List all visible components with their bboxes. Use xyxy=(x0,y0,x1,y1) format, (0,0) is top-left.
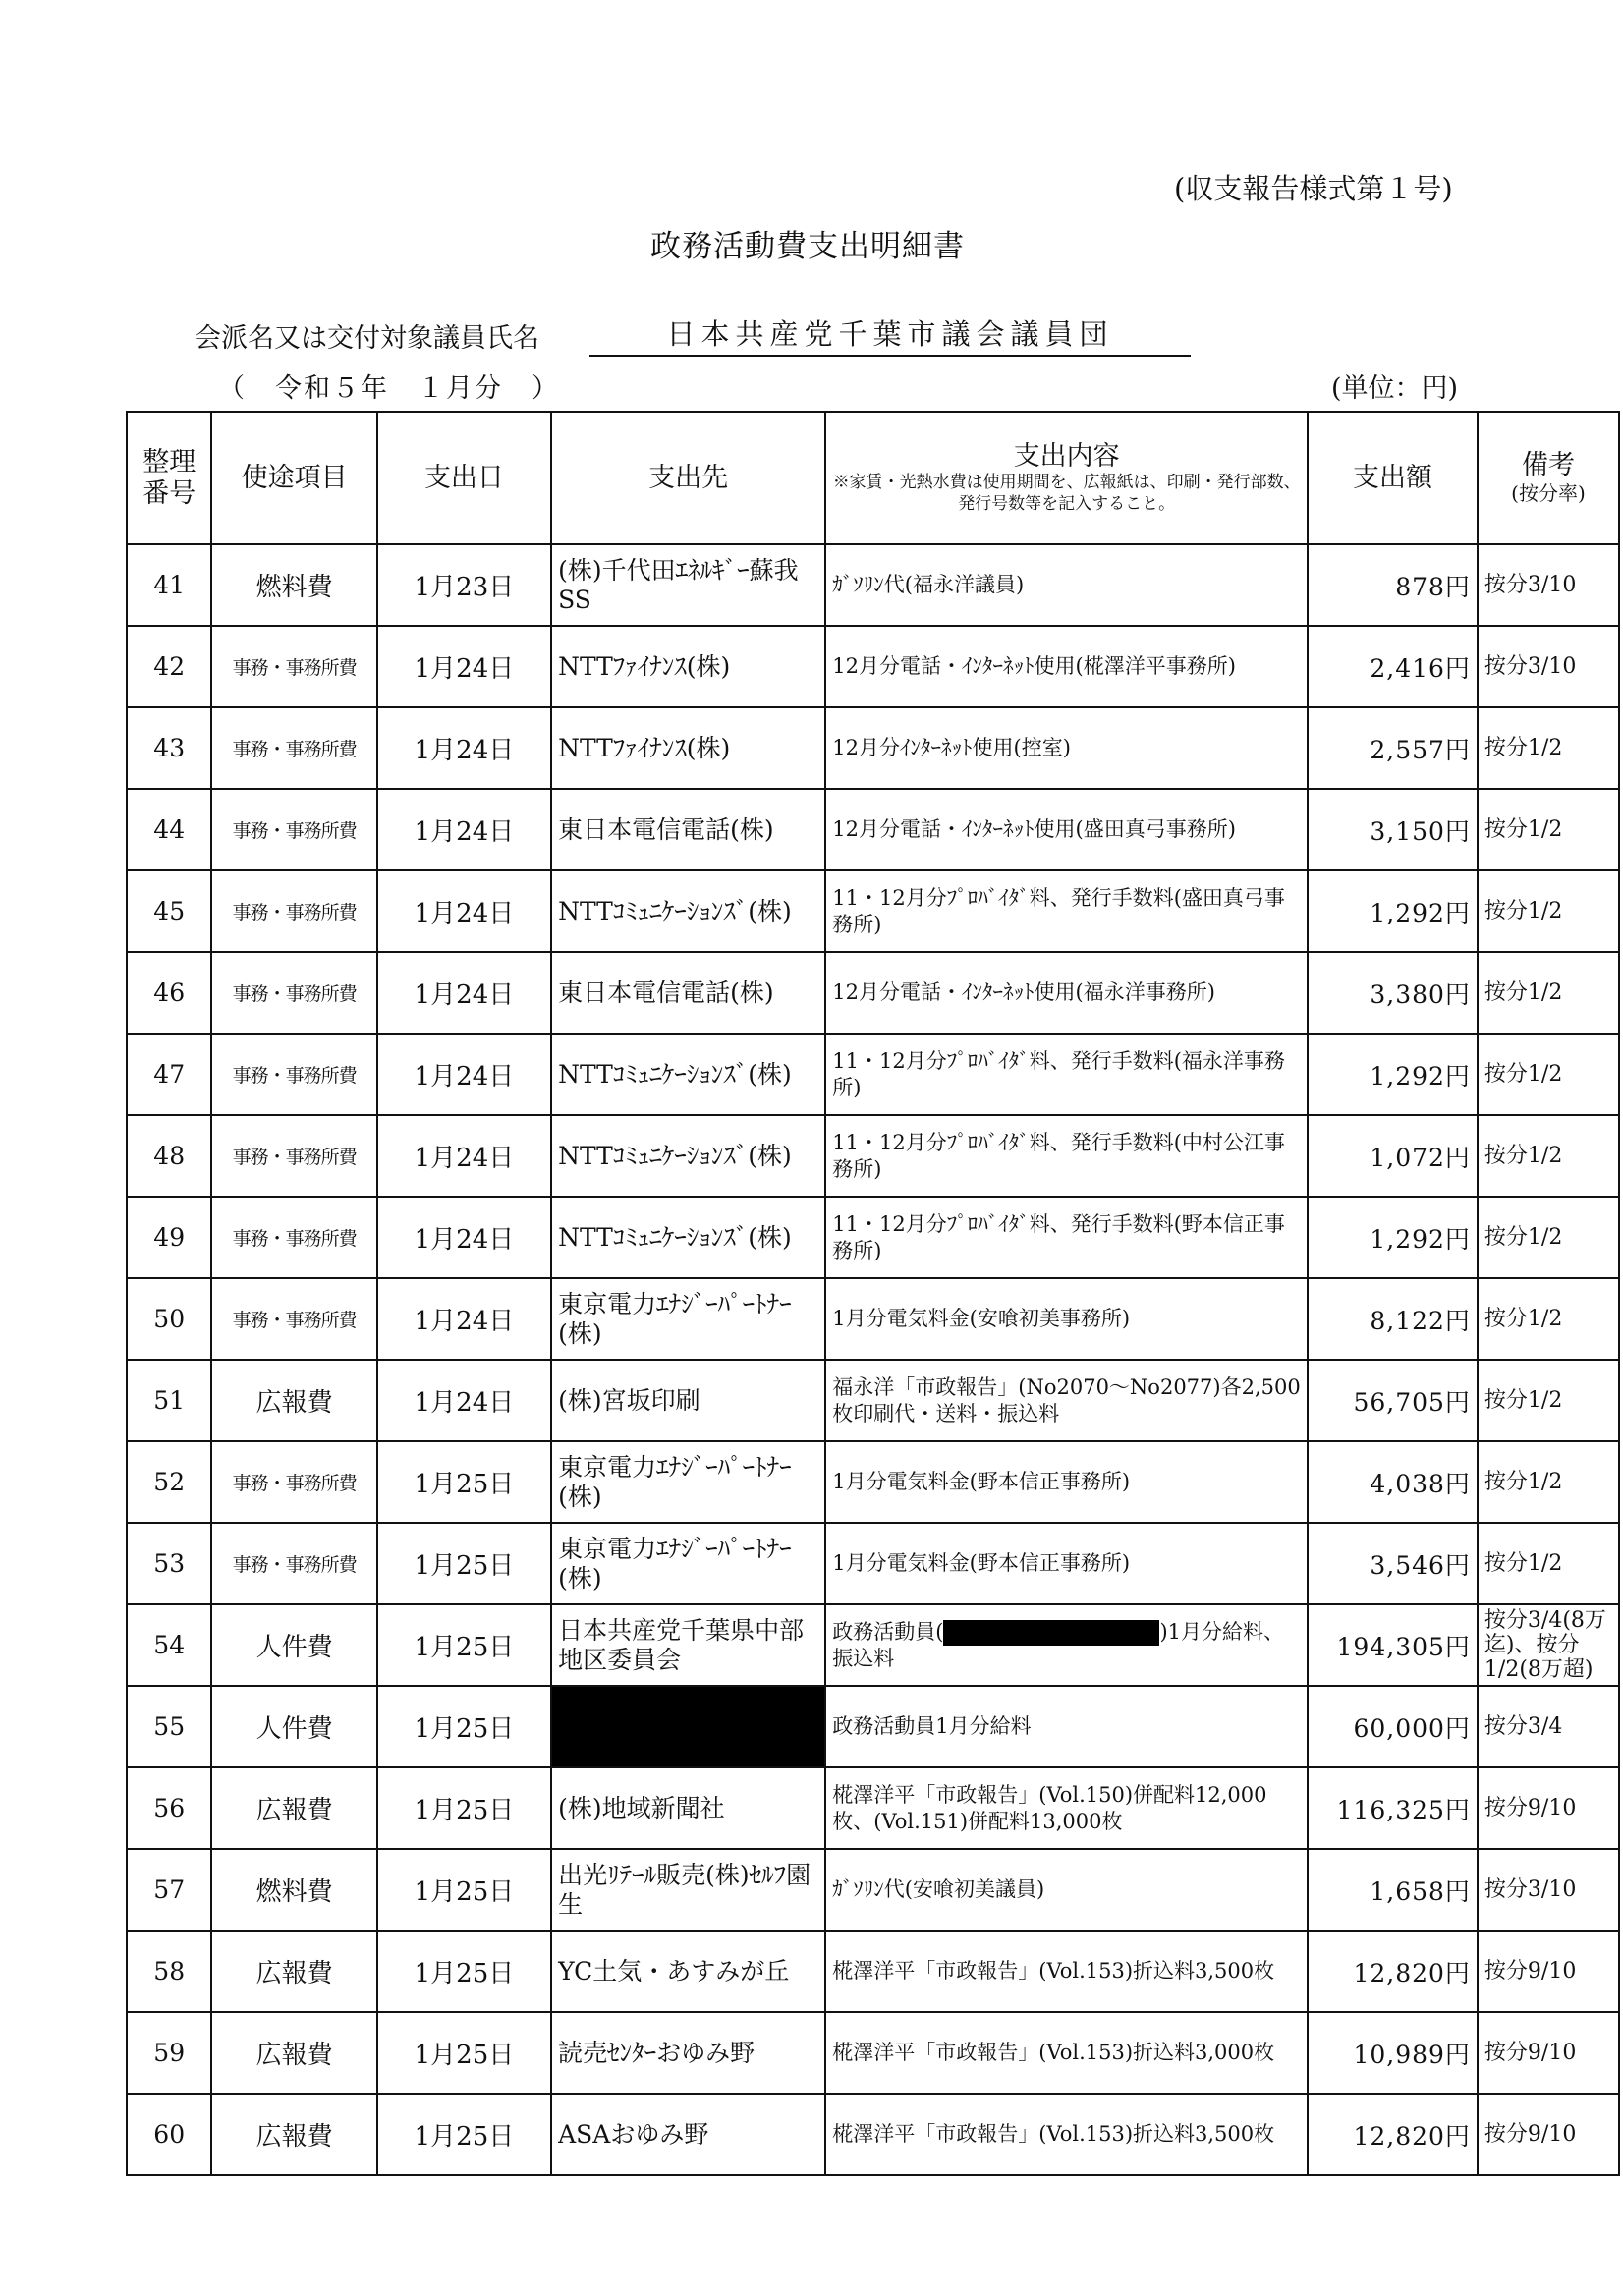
table-row xyxy=(127,1441,1619,1523)
cell-payee: NTTｺﾐｭﾆｹｰｼｮﾝｽﾞ(株) xyxy=(551,1197,825,1278)
col-header-date: 支出日 xyxy=(377,412,551,544)
cell-content: 12月分電話・ｲﾝﾀｰﾈｯﾄ使用(盛田真弓事務所) xyxy=(825,789,1308,870)
cell-no: 54 xyxy=(127,1604,211,1686)
cell-date: 1月24日 xyxy=(377,1360,551,1441)
cell-amount: 878円 xyxy=(1308,544,1478,626)
cell-payee-redacted xyxy=(551,1686,825,1767)
table-row xyxy=(127,1115,1619,1197)
cell-purpose: 事務・事務所費 xyxy=(211,789,376,870)
cell-content-post: )1月分給料、振込料 xyxy=(832,1619,1285,1671)
cell-no: 43 xyxy=(127,707,211,789)
cell-amount: 10,989円 xyxy=(1308,2012,1478,2094)
table-row xyxy=(127,707,1619,789)
cell-amount: 60,000円 xyxy=(1308,1686,1478,1767)
cell-payee: NTTｺﾐｭﾆｹｰｼｮﾝｽﾞ(株) xyxy=(551,870,825,952)
cell-date: 1月24日 xyxy=(377,1034,551,1115)
cell-date: 1月24日 xyxy=(377,1278,551,1360)
cell-purpose: 事務・事務所費 xyxy=(211,1034,376,1115)
cell-content: ｶﾞｿﾘﾝ代(安喰初美議員) xyxy=(825,1849,1308,1931)
cell-amount: 12,820円 xyxy=(1308,2094,1478,2175)
cell-amount: 2,416円 xyxy=(1308,626,1478,707)
cell-no: 51 xyxy=(127,1360,211,1441)
cell-note: 按分1/2 xyxy=(1478,870,1619,952)
cell-no: 49 xyxy=(127,1197,211,1278)
cell-no: 53 xyxy=(127,1523,211,1604)
cell-date: 1月25日 xyxy=(377,1931,551,2012)
cell-note: 按分3/10 xyxy=(1478,1849,1619,1931)
cell-payee: 東京電力ｴﾅｼﾞｰﾊﾟｰﾄﾅｰ(株) xyxy=(551,1278,825,1360)
cell-purpose: 広報費 xyxy=(211,1360,376,1441)
cell-note: 按分3/10 xyxy=(1478,626,1619,707)
cell-no: 42 xyxy=(127,626,211,707)
cell-content: 政務活動員1月分給料 xyxy=(825,1686,1308,1767)
form-number: (収支報告様式第１号) xyxy=(1174,172,1453,205)
cell-date: 1月25日 xyxy=(377,1849,551,1931)
cell-note: 按分9/10 xyxy=(1478,1767,1619,1849)
cell-note: 按分1/2 xyxy=(1478,1441,1619,1523)
cell-amount: 1,292円 xyxy=(1308,1197,1478,1278)
cell-date: 1月25日 xyxy=(377,2012,551,2094)
table-row xyxy=(127,1604,1619,1686)
cell-date: 1月24日 xyxy=(377,870,551,952)
group-label: 会派名又は交付対象議員氏名 xyxy=(195,323,539,354)
cell-content: 11・12月分ﾌﾟﾛﾊﾞｲﾀﾞ料、発行手数料(福永洋事務所) xyxy=(825,1034,1308,1115)
cell-note: 按分1/2 xyxy=(1478,952,1619,1034)
cell-purpose: 燃料費 xyxy=(211,1849,376,1931)
cell-no: 57 xyxy=(127,1849,211,1931)
cell-date: 1月24日 xyxy=(377,1115,551,1197)
cell-no: 44 xyxy=(127,789,211,870)
cell-no: 52 xyxy=(127,1441,211,1523)
cell-note: 按分1/2 xyxy=(1478,1034,1619,1115)
page-title: 政務活動費支出明細書 xyxy=(650,229,965,264)
cell-note: 按分1/2 xyxy=(1478,789,1619,870)
table-row xyxy=(127,1360,1619,1441)
cell-payee: 出光ﾘﾃｰﾙ販売(株)ｾﾙﾌ園生 xyxy=(551,1849,825,1931)
cell-date: 1月25日 xyxy=(377,1523,551,1604)
cell-note: 按分1/2 xyxy=(1478,1115,1619,1197)
cell-no: 41 xyxy=(127,544,211,626)
cell-no: 59 xyxy=(127,2012,211,2094)
cell-no: 48 xyxy=(127,1115,211,1197)
col-header-purpose: 使途項目 xyxy=(211,412,376,544)
unit-label: (単位：円) xyxy=(1331,373,1459,404)
cell-content: 11・12月分ﾌﾟﾛﾊﾞｲﾀﾞ料、発行手数料(盛田真弓事務所) xyxy=(825,870,1308,952)
cell-payee: ASAおゆみ野 xyxy=(551,2094,825,2175)
cell-content: 椛澤洋平「市政報告」(Vol.153)折込料3,500枚 xyxy=(825,1931,1308,2012)
cell-note: 按分1/2 xyxy=(1478,707,1619,789)
cell-content: 1月分電気料金(安喰初美事務所) xyxy=(825,1278,1308,1360)
table-row xyxy=(127,2094,1619,2175)
cell-note: 按分3/10 xyxy=(1478,544,1619,626)
col-header-note xyxy=(1478,412,1619,544)
cell-amount: 3,546円 xyxy=(1308,1523,1478,1604)
cell-no: 47 xyxy=(127,1034,211,1115)
cell-content: 福永洋「市政報告」(No2070～No2077)各2,500枚印刷代・送料・振込料 xyxy=(825,1360,1308,1441)
cell-amount: 12,820円 xyxy=(1308,1931,1478,2012)
cell-date: 1月25日 xyxy=(377,1686,551,1767)
cell-content: 12月分電話・ｲﾝﾀｰﾈｯﾄ使用(福永洋事務所) xyxy=(825,952,1308,1034)
cell-note: 按分3/4 xyxy=(1478,1686,1619,1767)
cell-purpose: 人件費 xyxy=(211,1686,376,1767)
cell-date: 1月24日 xyxy=(377,789,551,870)
cell-content: 1月分電気料金(野本信正事務所) xyxy=(825,1441,1308,1523)
period: （ 令和５年 １月分 ） xyxy=(218,373,560,404)
cell-amount: 3,150円 xyxy=(1308,789,1478,870)
cell-purpose: 事務・事務所費 xyxy=(211,1523,376,1604)
col-header-content xyxy=(825,412,1308,544)
table-row xyxy=(127,544,1619,626)
cell-payee: 読売ｾﾝﾀｰおゆみ野 xyxy=(551,2012,825,2094)
cell-note: 按分1/2 xyxy=(1478,1197,1619,1278)
cell-date: 1月23日 xyxy=(377,544,551,626)
cell-amount: 8,122円 xyxy=(1308,1278,1478,1360)
cell-content: 椛澤洋平「市政報告」(Vol.153)折込料3,500枚 xyxy=(825,2094,1308,2175)
cell-date: 1月25日 xyxy=(377,2094,551,2175)
cell-purpose: 事務・事務所費 xyxy=(211,1197,376,1278)
cell-note: 按分9/10 xyxy=(1478,2094,1619,2175)
cell-content: 11・12月分ﾌﾟﾛﾊﾞｲﾀﾞ料、発行手数料(野本信正事務所) xyxy=(825,1197,1308,1278)
cell-payee: 東日本電信電話(株) xyxy=(551,789,825,870)
expense-table xyxy=(126,411,1620,2176)
table-row xyxy=(127,1931,1619,2012)
cell-payee: NTTﾌｧｲﾅﾝｽ(株) xyxy=(551,626,825,707)
group-name: 日本共産党千葉市議会議員団 xyxy=(589,312,1191,357)
cell-content-pre: 政務活動員( xyxy=(832,1619,944,1644)
cell-date: 1月24日 xyxy=(377,707,551,789)
table-row xyxy=(127,626,1619,707)
cell-payee: (株)地域新聞社 xyxy=(551,1767,825,1849)
cell-payee: 東京電力ｴﾅｼﾞｰﾊﾟｰﾄﾅｰ(株) xyxy=(551,1441,825,1523)
cell-purpose: 事務・事務所費 xyxy=(211,870,376,952)
cell-date: 1月25日 xyxy=(377,1441,551,1523)
cell-purpose: 事務・事務所費 xyxy=(211,1441,376,1523)
table-row xyxy=(127,870,1619,952)
table-row xyxy=(127,1686,1619,1767)
cell-note: 按分3/4(8万迄)、按分1/2(8万超) xyxy=(1478,1604,1619,1686)
cell-payee: YC土気・あすみが丘 xyxy=(551,1931,825,2012)
cell-purpose: 事務・事務所費 xyxy=(211,626,376,707)
cell-content: 12月分電話・ｲﾝﾀｰﾈｯﾄ使用(椛澤洋平事務所) xyxy=(825,626,1308,707)
cell-content: 11・12月分ﾌﾟﾛﾊﾞｲﾀﾞ料、発行手数料(中村公江事務所) xyxy=(825,1115,1308,1197)
cell-payee: 東京電力ｴﾅｼﾞｰﾊﾟｰﾄﾅｰ(株) xyxy=(551,1523,825,1604)
col-header-content-label: 支出内容 xyxy=(1013,440,1120,472)
cell-no: 56 xyxy=(127,1767,211,1849)
cell-purpose: 広報費 xyxy=(211,1931,376,2012)
cell-payee: NTTｺﾐｭﾆｹｰｼｮﾝｽﾞ(株) xyxy=(551,1034,825,1115)
cell-note: 按分9/10 xyxy=(1478,1931,1619,2012)
cell-purpose: 燃料費 xyxy=(211,544,376,626)
col-header-note-label: 備考 xyxy=(1521,449,1575,480)
cell-amount: 1,292円 xyxy=(1308,1034,1478,1115)
col-header-amount: 支出額 xyxy=(1308,412,1478,544)
cell-amount: 2,557円 xyxy=(1308,707,1478,789)
cell-date: 1月24日 xyxy=(377,626,551,707)
cell-content: ｶﾞｿﾘﾝ代(福永洋議員) xyxy=(825,544,1308,626)
cell-note: 按分1/2 xyxy=(1478,1360,1619,1441)
cell-amount: 1,072円 xyxy=(1308,1115,1478,1197)
table-row xyxy=(127,1278,1619,1360)
redacted-block xyxy=(943,1620,1159,1646)
table-row xyxy=(127,2012,1619,2094)
cell-purpose: 広報費 xyxy=(211,2012,376,2094)
cell-date: 1月24日 xyxy=(377,952,551,1034)
cell-note: 按分1/2 xyxy=(1478,1523,1619,1604)
cell-note: 按分9/10 xyxy=(1478,2012,1619,2094)
table-row xyxy=(127,952,1619,1034)
cell-amount: 116,325円 xyxy=(1308,1767,1478,1849)
table-row xyxy=(127,1034,1619,1115)
cell-no: 50 xyxy=(127,1278,211,1360)
cell-date: 1月24日 xyxy=(377,1197,551,1278)
table-row xyxy=(127,1523,1619,1604)
table-row xyxy=(127,789,1619,870)
cell-no: 55 xyxy=(127,1686,211,1767)
cell-payee: (株)宮坂印刷 xyxy=(551,1360,825,1441)
cell-content: 椛澤洋平「市政報告」(Vol.150)併配料12,000枚、(Vol.151)併配料13,000枚 xyxy=(825,1767,1308,1849)
col-header-no: 整理番号 xyxy=(127,412,211,544)
cell-content xyxy=(825,1604,1308,1686)
cell-no: 46 xyxy=(127,952,211,1034)
cell-purpose: 事務・事務所費 xyxy=(211,952,376,1034)
cell-amount: 56,705円 xyxy=(1308,1360,1478,1441)
cell-amount: 1,292円 xyxy=(1308,870,1478,952)
cell-purpose: 事務・事務所費 xyxy=(211,1115,376,1197)
cell-no: 58 xyxy=(127,1931,211,2012)
cell-payee: NTTｺﾐｭﾆｹｰｼｮﾝｽﾞ(株) xyxy=(551,1115,825,1197)
col-header-payee: 支出先 xyxy=(551,412,825,544)
cell-no: 45 xyxy=(127,870,211,952)
table-row xyxy=(127,1767,1619,1849)
cell-no: 60 xyxy=(127,2094,211,2175)
table-row xyxy=(127,1197,1619,1278)
cell-payee: NTTﾌｧｲﾅﾝｽ(株) xyxy=(551,707,825,789)
cell-note: 按分1/2 xyxy=(1478,1278,1619,1360)
cell-purpose: 広報費 xyxy=(211,2094,376,2175)
cell-content: 椛澤洋平「市政報告」(Vol.153)折込料3,000枚 xyxy=(825,2012,1308,2094)
cell-date: 1月25日 xyxy=(377,1604,551,1686)
cell-purpose: 事務・事務所費 xyxy=(211,1278,376,1360)
cell-purpose: 広報費 xyxy=(211,1767,376,1849)
cell-amount: 1,658円 xyxy=(1308,1849,1478,1931)
cell-purpose: 人件費 xyxy=(211,1604,376,1686)
table-header-row xyxy=(127,412,1619,544)
cell-date: 1月25日 xyxy=(377,1767,551,1849)
cell-amount: 3,380円 xyxy=(1308,952,1478,1034)
cell-payee: 日本共産党千葉県中部地区委員会 xyxy=(551,1604,825,1686)
cell-content: 1月分電気料金(野本信正事務所) xyxy=(825,1523,1308,1604)
cell-purpose: 事務・事務所費 xyxy=(211,707,376,789)
cell-amount: 4,038円 xyxy=(1308,1441,1478,1523)
table-row xyxy=(127,1849,1619,1931)
cell-amount: 194,305円 xyxy=(1308,1604,1478,1686)
col-header-note-sub: (按分率) xyxy=(1511,481,1586,506)
cell-payee: 東日本電信電話(株) xyxy=(551,952,825,1034)
cell-payee: (株)千代田ｴﾈﾙｷﾞｰ蘇我SS xyxy=(551,544,825,626)
col-header-content-note: ※家賃・光熱水費は使用期間を、広報紙は、印刷・発行部数、発行号数等を記入すること。 xyxy=(832,472,1301,515)
cell-content: 12月分ｲﾝﾀｰﾈｯﾄ使用(控室) xyxy=(825,707,1308,789)
